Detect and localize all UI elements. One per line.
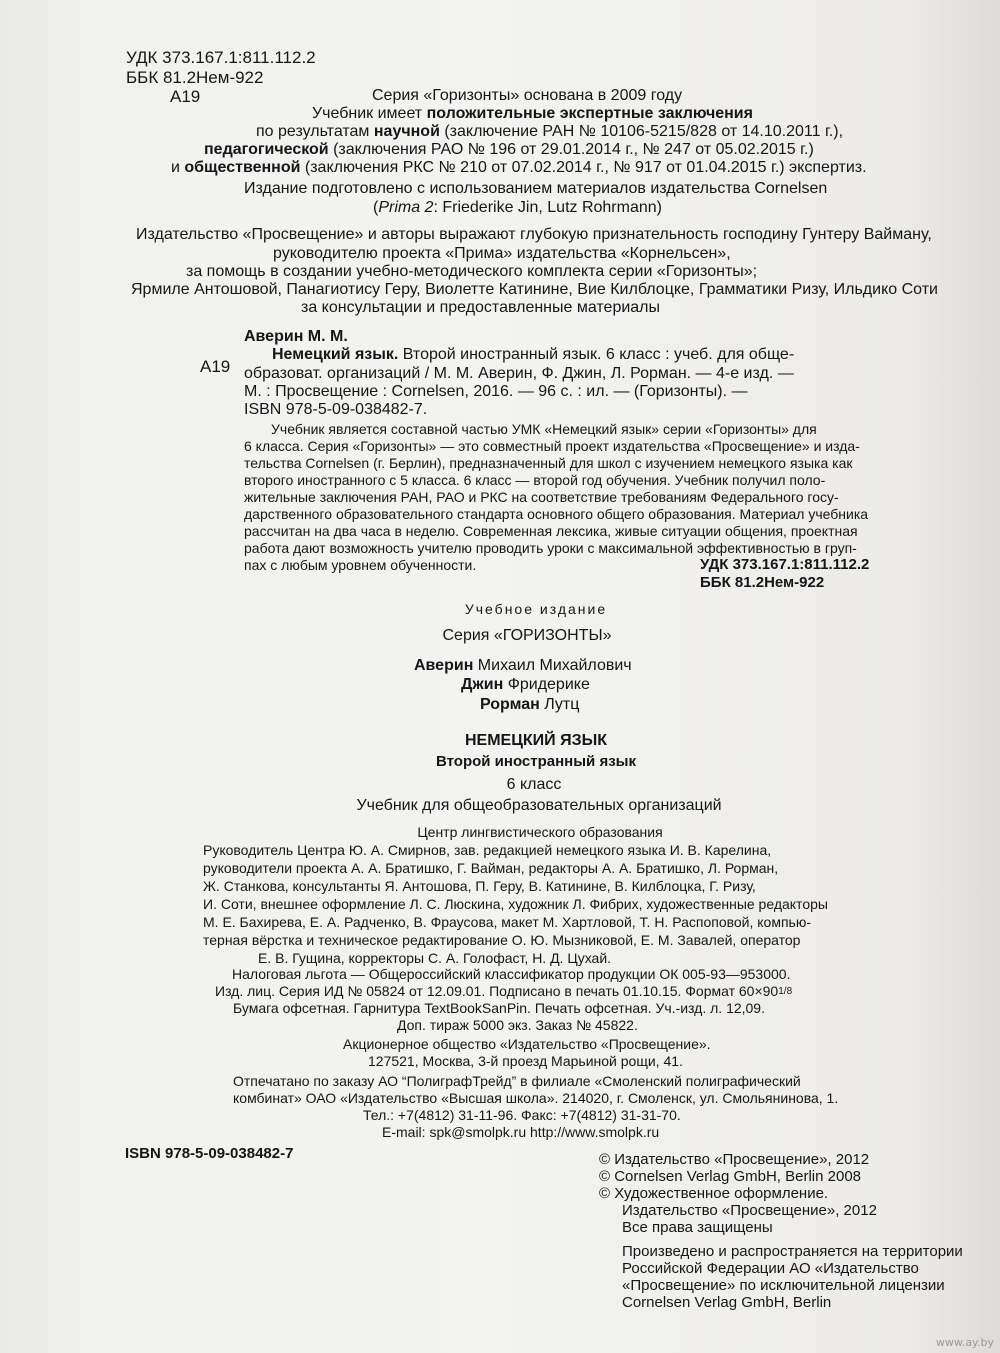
staff-line: Е. В. Гущина, корректоры С. А. Голофаст, Н. Д. Цухай.	[258, 950, 612, 966]
book-grade: 6 класс	[506, 776, 562, 793]
copyright-line: Все права защищены	[622, 1219, 773, 1236]
expert-line-3: педагогической (заключения РАО № 196 от 29.01.2014 г., № 247 от 05.02.2015 г.)	[204, 141, 814, 158]
book-purpose: Учебник для общеобразовательных организаций	[356, 797, 722, 814]
cornelsen-line-1: Издание подготовлено с использованием материалов издательства Cornelsen	[244, 180, 828, 197]
book-subtitle: Второй иностранный язык	[436, 753, 636, 770]
abstract-line: дарственного образовательного стандарта основного общего образования. Материал учебника	[244, 506, 869, 522]
catalog-line-4: ISBN 978-5-09-038482-7.	[244, 401, 428, 418]
printer-line-4: E-mail: spk@smolpk.ru http://www.smolpk.ru	[382, 1124, 660, 1140]
catalog-line-1: Немецкий язык. Второй иностранный язык. 6 класс : учеб. для обще-	[272, 346, 795, 363]
staff-line: И. Соти, внешнее оформление Л. С. Люскина, художник Л. Фибрих, художественные редакторы	[203, 896, 828, 912]
distribution-line: «Просвещение» по исключительной лицензии	[622, 1277, 945, 1294]
print-run: Доп. тираж 5000 экз. Заказ № 45822.	[397, 1017, 638, 1033]
copyright-line: © Художественное оформление.	[599, 1185, 829, 1202]
print-paper: Бумага офсетная. Гарнитура TextBookSanPin. Печать офсетная. Уч.-изд. л. 12,09.	[233, 1000, 765, 1016]
catalog-author: Аверин М. М.	[244, 328, 348, 345]
print-tax: Налоговая льгота — Общероссийский классификатор продукции ОК 005-93—953000.	[232, 966, 791, 982]
thanks-line-2: руководителю проекта «Прима» издательства «Корнельсен»,	[273, 245, 731, 262]
thanks-line-1: Издательство «Просвещение» и авторы выражают глубокую признательность господину Гунтеру Вайману,	[136, 226, 932, 243]
author-jin: Джин Фридерике	[461, 676, 590, 693]
copyright-line: © Издательство «Просвещение», 2012	[599, 1151, 870, 1168]
abstract-line: работа дают возможность учителю проводить уроки с максимальной эффективностью в груп-	[244, 540, 857, 556]
copyright-line: Издательство «Просвещение», 2012	[622, 1202, 877, 1219]
copyright-line: © Cornelsen Verlag GmbH, Berlin 2008	[599, 1168, 862, 1185]
abstract-line: жительные заключения РАН, РАО и РКС на соответствие требованиям Федерального госу-	[244, 489, 839, 505]
abstract-line: 6 класса. Серия «Горизонты» — это совместный проект издательства «Просвещение» и изда-	[244, 438, 860, 454]
distribution-line: Произведено и распространяется на территории	[622, 1243, 963, 1260]
cornelsen-line-2: (Prima 2: Friederike Jin, Lutz Rohrmann)	[373, 199, 662, 216]
printer-line-2: комбинат» ОАО «Издательство «Высшая школа». 214020, г. Смоленск, ул. Смольянинова, 1.	[233, 1090, 839, 1106]
publisher-line-1: Акционерное общество «Издательство «Просвещение».	[343, 1036, 711, 1052]
distribution-line: Российской Федерации АО «Издательство	[622, 1260, 919, 1277]
watermark: www.ay.by	[935, 1336, 994, 1349]
abstract-line: рассчитан на два часа в неделю. Современная лексика, живые ситуации общения, проектная	[244, 523, 858, 539]
book-title: НЕМЕЦКИЙ ЯЗЫК	[464, 732, 608, 749]
expert-line-4: и общественной (заключения РКС № 210 от 07.02.2014 г., № 917 от 01.04.2015 г.) экспертиз.	[171, 159, 867, 176]
expert-line-1: Учебник имеет положительные экспертные заключения	[312, 105, 753, 122]
print-license: Изд. лиц. Серия ИД № 05824 от 12.09.01. Подписано в печать 01.10.15. Формат 60×901/8	[215, 983, 793, 999]
abstract-line: пах с любым уровнем обученности.	[244, 557, 477, 573]
staff-line: М. Е. Бахирева, Е. А. Радченко, В. Фраусова, макет М. Хартловой, Т. Н. Распоповой, компью-	[203, 914, 812, 930]
catalog-code: А19	[200, 357, 231, 376]
staff-line: руководители проекта А. А. Братишко, Г. Вайман, редакторы А. А. Братишко, Л. Рорман,	[203, 860, 779, 876]
header-code: А19	[170, 87, 201, 106]
printer-line-1: Отпечатано по заказу АО “ПолиграфТрейд” в филиале «Смоленский полиграфический	[233, 1073, 801, 1089]
staff-line: Ж. Станкова, консультанты Я. Антошова, П. Геру, В. Катинине, В. Килблоцка, Г. Ризу,	[203, 878, 756, 894]
abstract-line: второго иностранного с 5 класса. 6 класс — второй год обучения. Учебник получил поло-	[244, 472, 826, 488]
printer-line-3: Тел.: +7(4812) 31-11-96. Факс: +7(4812) 31-31-70.	[363, 1107, 681, 1123]
author-averin: Аверин Михаил Михайлович	[414, 657, 632, 674]
series-founded-line: Серия «Горизонты» основана в 2009 году	[372, 87, 683, 104]
abstract-line: Учебник является составной частью УМК «Немецкий язык» серии «Горизонты» для	[271, 421, 817, 437]
header-udk: УДК 373.167.1:811.112.2	[126, 48, 316, 67]
edition-type: Учебное издание	[464, 601, 608, 617]
thanks-line-4: Ярмиле Антошовой, Панагиотису Геру, Виолетте Катинине, Вие Килблоцке, Грамматики Ризу, Ильдико Соти	[131, 281, 938, 298]
staff-line: Руководитель Центра Ю. А. Смирнов, зав. редакцией немецкого языка И. В. Карелина,	[203, 842, 772, 858]
catalog-line-3: М. : Просвещение : Cornelsen, 2016. — 96 с. : ил. — (Горизонты). —	[244, 383, 748, 400]
center-name: Центр лингвистического образования	[417, 824, 663, 840]
abstract-line: тельства Cornelsen (г. Берлин), предназначенный для школ с изучением немецкого языка как	[244, 455, 853, 471]
staff-line: терная вёрстка и техническое редактирование О. Ю. Мызниковой, Е. М. Завалей, оператор	[203, 932, 801, 948]
expert-line-2: по результатам научной (заключение РАН № 10106-5215/828 от 14.10.2011 г.),	[256, 123, 844, 140]
isbn: ISBN 978-5-09-038482-7	[125, 1145, 294, 1162]
thanks-line-5: за консультации и предоставленные материалы	[301, 299, 661, 316]
thanks-line-3: за помощь в создании учебно-методического комплекта серии «Горизонты»;	[186, 263, 758, 280]
format-fraction: 1/8	[778, 986, 793, 997]
edition-series: Серия «ГОРИЗОНТЫ»	[442, 627, 612, 644]
catalog-bbk: ББК 81.2Нем-922	[700, 574, 825, 591]
header-bbk: ББК 81.2Нем-922	[126, 68, 264, 87]
author-rohrmann: Рорман Лутц	[480, 696, 580, 713]
catalog-line-2: образоват. организаций / М. М. Аверин, Ф. Джин, Л. Рорман. — 4-е изд. —	[244, 365, 794, 382]
distribution-line: Cornelsen Verlag GmbH, Berlin	[622, 1294, 832, 1311]
catalog-udk: УДК 373.167.1:811.112.2	[700, 556, 870, 573]
publisher-line-2: 127521, Москва, 3-й проезд Марьиной рощи, 41.	[368, 1053, 683, 1069]
